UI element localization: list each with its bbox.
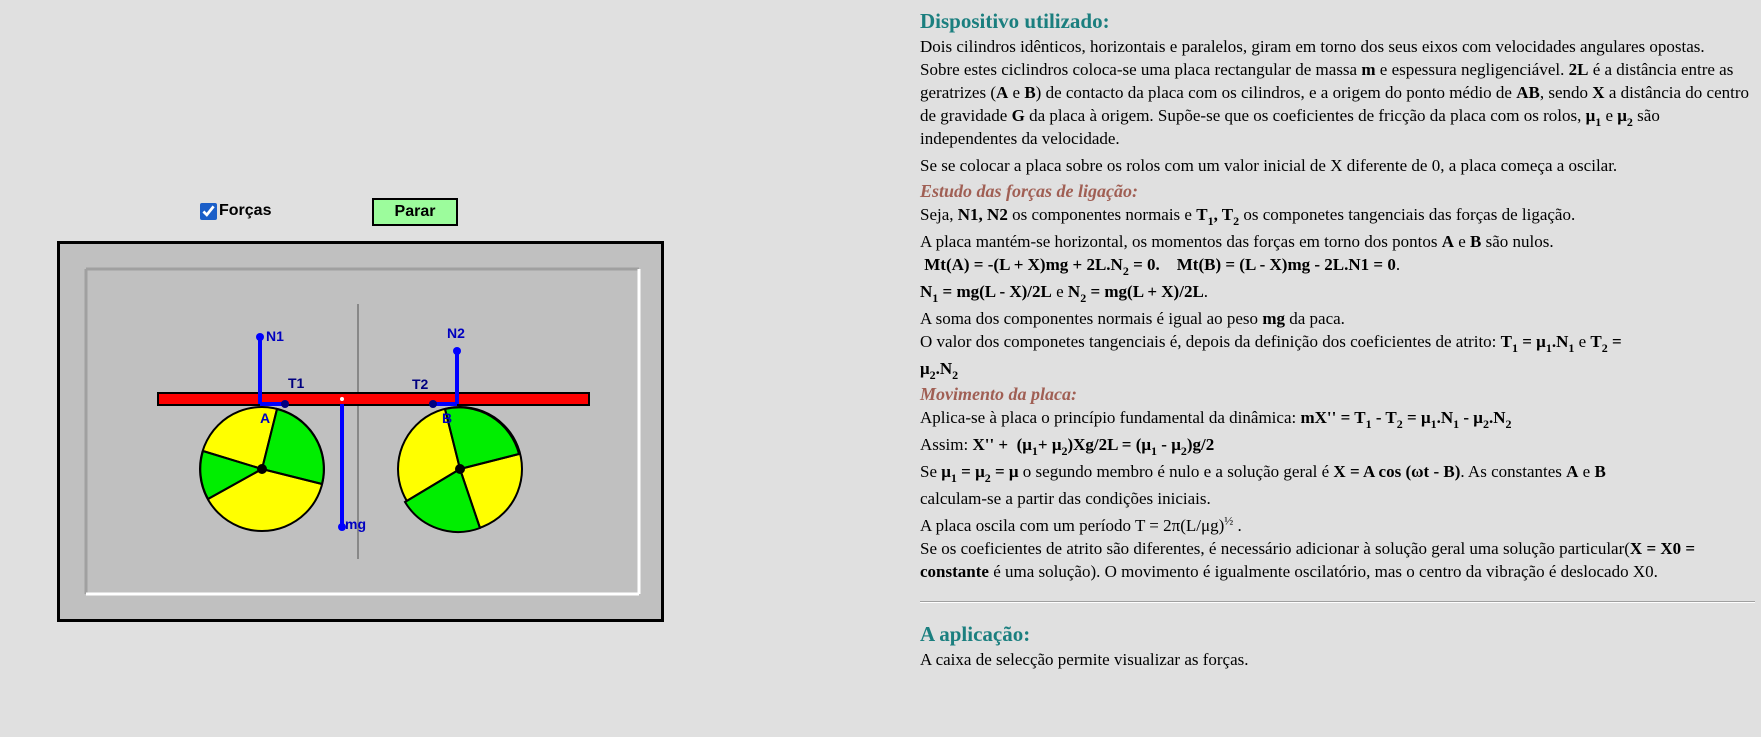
- para-7: O valor dos componetes tangenciais é, depois da definição dos coeficientes de atrito: $T_1 = \mu_1.N_1$ e $T_2$ =: [920, 332, 1622, 355]
- para-4: Seja, N1, N2 os componentes normais e $T_1$, $T_2$ os componetes tangenciais das forças de ligação.: [920, 205, 1576, 228]
- para-7b: $\mu_2.N_2$: [920, 359, 959, 382]
- forces-checkbox-label[interactable]: [200, 202, 271, 220]
- para-6: A soma dos componentes normais é igual ao peso mg da paca.: [920, 309, 1345, 328]
- label-t2: T2: [412, 376, 429, 392]
- label-b: B: [442, 410, 453, 426]
- label-mg: mg: [345, 516, 366, 532]
- inner-panel: [86, 269, 639, 594]
- title-device: Dispositivo utilizado:: [920, 9, 1110, 33]
- para-3: Se se colocar a placa sobre os rolos com um valor inicial de X diferente de 0, a placa começa a oscilar.: [920, 156, 1618, 175]
- equation-moments: $Mt(A) = -(L + X)mg + 2L.N_2 = 0$. Mt(B) = (L - X)mg - 2L.N1 = 0.: [924, 255, 1401, 278]
- title-application: A aplicação:: [920, 622, 1031, 646]
- simulation-drawing: [60, 244, 661, 619]
- forces-checkbox[interactable]: [200, 203, 217, 220]
- forces-label: Forças: [219, 202, 272, 219]
- simulation-canvas[interactable]: [57, 241, 664, 622]
- applet-controls: [200, 198, 500, 230]
- stop-button[interactable]: Parar: [372, 198, 458, 226]
- label-n1: N1: [266, 328, 284, 344]
- para-8: Aplica-se à placa o princípio fundamental da dinâmica: $mX'' = T_1 - T_2 = \mu_1.N_1 - \mu_2.N_2$: [920, 408, 1512, 431]
- subtitle-movement: Movimento da placa:: [920, 384, 1077, 404]
- plate-center: [340, 397, 344, 401]
- para-2: Sobre estes ciclindros coloca-se uma placa rectangular de massa m e espessura negligenciável. 2L é a distância entre as geratrizes (A e B) de contacto da placa com os cilindros, e a origem do ponto médio de AB, sendo X a distância do centro de gravidade G da placa à origem. Supõe-se que os coeficientes de fricção da placa com os rolos, $\mu_1$ e $\mu_2$ são independentes da velocidade.: [920, 60, 1750, 148]
- para-10b: calculam-se a partir das condições iniciais.: [920, 489, 1211, 508]
- para-10: Se $\mu_1 = \mu_2 = \mu$ o segundo membro é nulo e a solução geral é X = A cos (ωt - B). As constantes A e B: [920, 462, 1606, 485]
- applet: [0, 0, 880, 737]
- para-1: Dois cilindros idênticos, horizontais e paralelos, giram em torno dos seus eixos com velocidades angulares opostas.: [920, 37, 1705, 56]
- label-n2: N2: [447, 325, 465, 341]
- para-13: A caixa de selecção permite visualizar as forças.: [920, 650, 1249, 669]
- label-a: A: [260, 410, 271, 426]
- para-11: A placa oscila com um período $T = 2\pi(L/\mu g)^{\frac{1}{2}}$ .: [920, 513, 1242, 535]
- description: [920, 10, 1755, 671]
- para-9: Assim: $X'' + (\mu_1+ \mu_2)Xg/2L = (\mu_1 - \mu_2)g/2$: [920, 435, 1215, 458]
- para-5: A placa mantém-se horizontal, os momentos das forças em torno dos pontos A e B são nulos.: [920, 232, 1554, 251]
- plate: [158, 393, 589, 405]
- label-t1: T1: [288, 375, 305, 391]
- para-12: Se os coeficientes de atrito são diferentes, é necessário adicionar à solução geral uma solução particular(X = X0 = constante é uma solução). O movimento é igualmente oscilatório, mas o centro da vibração é deslocado X0.: [920, 539, 1696, 581]
- equation-normals: $N_1 = mg(L - X)/2L$ e $N_2 = mg(L + X)/2L$.: [920, 282, 1209, 305]
- divider: [920, 601, 1755, 603]
- subtitle-forces: Estudo das forças de ligação:: [920, 181, 1138, 201]
- wheel-b: [398, 407, 522, 532]
